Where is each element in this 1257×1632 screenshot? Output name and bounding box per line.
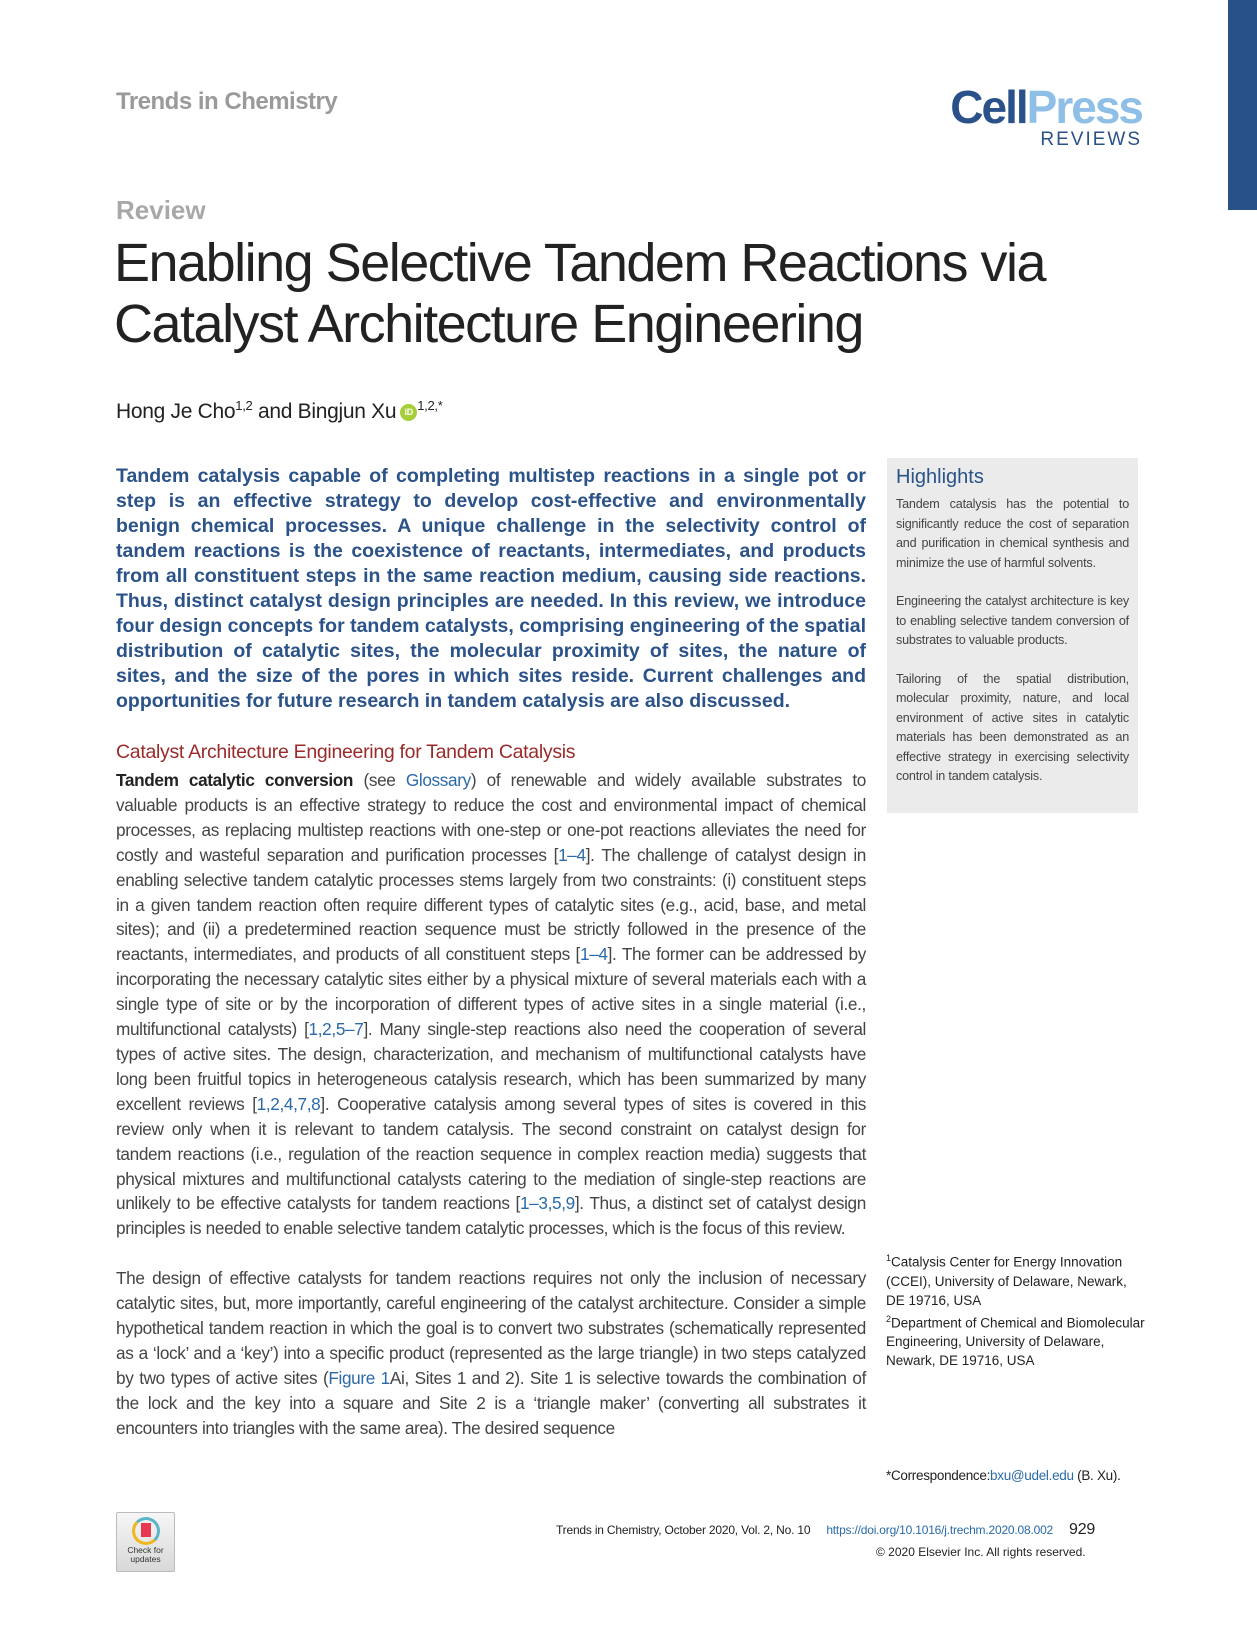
journal-name: Trends in Chemistry [116, 88, 338, 115]
reference-link[interactable]: 1,2,4,7,8 [256, 1093, 321, 1114]
glossary-link[interactable]: Glossary [405, 770, 471, 790]
highlight-item: Engineering the catalyst architecture is key to enabling selective tandem conversion of substrates to valuable products. [896, 594, 1129, 647]
cellpress-logo [946, 81, 1142, 150]
reference-link[interactable]: 1–3,5,9 [519, 1193, 575, 1214]
author-name: Bingjun Xu [297, 400, 397, 423]
article-title [114, 233, 1074, 355]
highlight-item: Tailoring of the spatial distribution, molecular proximity, nature, and local environment of active sites in catalytic materials has been demonstrated as an effective strategy in exercising selectivity control in tandem catalysis. [896, 671, 1129, 783]
author-list [116, 398, 443, 424]
email-link[interactable]: bxu@udel.edu [990, 1468, 1074, 1483]
bold-term: Tandem catalytic conversion [116, 770, 354, 790]
paragraph [116, 768, 866, 1241]
text-run: ) of renewable and widely available substrates to valuable products is an effective strategy to reduce the cost and environmental impact of chemical processes, as replacing multistep reactions with one-step or one-pot reactions alleviates the need for costly and wasteful separation and purification processes [ [116, 770, 866, 865]
affiliation-text: Department of Chemical and Biomolecular Engineering, University of Delaware, Newark, DE 19716, USA [886, 1315, 1145, 1368]
author-affiliation-sup: 1,2 [235, 398, 253, 413]
orcid-icon[interactable]: iD [400, 404, 417, 421]
author-conjunction: and [252, 400, 298, 423]
article-type: Review [116, 195, 206, 225]
body-text [116, 768, 866, 1466]
logo-reviews-text: REVIEWS [1040, 129, 1142, 150]
highlights-title: Highlights [896, 466, 984, 488]
text-run: (see [353, 770, 406, 790]
title-line-2: Catalyst Architecture Engineering [114, 294, 863, 354]
highlight-item: Tandem catalysis has the potential to significantly reduce the cost of separation and purification in chemical synthesis and minimize the use of harmful solvents. [896, 497, 1129, 570]
copyright: © 2020 Elsevier Inc. All rights reserved. [876, 1545, 1086, 1559]
text-run: The design of effective catalysts for tandem reactions requires not only the inclusion of necessary catalytic sites, but, more importantly, careful engineering of the catalyst architecture. Consider a simple hypothetical tandem reaction in which the goal is to convert two substrates (schematically represented as a ‘lock’ and a ‘key’) into a specific product (represented as the large triangle) in two steps catalyzed by two types of active sites ( [116, 1268, 866, 1388]
footer-citation [556, 1521, 1095, 1539]
affiliations [886, 1249, 1146, 1370]
affiliation-1 [886, 1249, 1146, 1310]
correspondence-name: (B. Xu). [1073, 1468, 1121, 1483]
reference-link[interactable]: 1,2,5–7 [308, 1019, 364, 1040]
bookmark-icon [132, 1517, 160, 1545]
logo-press-text: Press [1026, 81, 1142, 133]
figure-link[interactable]: Figure 1 [328, 1367, 390, 1388]
accent-bar [1228, 0, 1257, 210]
abstract: Tandem catalysis capable of completing multistep reactions in a single pot or step is an effective strategy to develop cost-effective and environmentally benign chemical processes. A unique challenge in the selectivity control of tandem reactions is the coexistence of reactants, intermediates, and products from all constituent steps in the same reaction medium, causing side reactions. Thus, distinct catalyst design principles are needed. In this review, we introduce four design concepts for tandem catalysts, comprising engineering of the spatial distribution of catalytic sites, the molecular proximity of sites, the nature of sites, and the size of the pores in which sites reside. Current challenges and opportunities for future research in tandem catalysis are also discussed. [116, 465, 866, 712]
citation-text: Trends in Chemistry, October 2020, Vol. 2, No. 10 [556, 1523, 811, 1537]
affiliation-2 [886, 1310, 1146, 1371]
logo-cell-text: Cell [950, 81, 1027, 133]
doi-link[interactable]: https://doi.org/10.1016/j.trechm.2020.08.002 [826, 1523, 1054, 1537]
text-run: Ai, Sites 1 and 2). Site 1 is selective towards the combination of the lock and the key into a square and Site 2 is a ‘triangle maker’ (converting all substrates it encounters into triangles with the same area). The desired sequence [116, 1367, 866, 1438]
correspondence [886, 1468, 1121, 1483]
author-affiliation-sup: 1,2,* [417, 398, 443, 413]
text-run: ]. Thus, a distinct set of catalyst design principles is needed to enable selective tandem catalytic processes, which is the focus of this review. [116, 1193, 866, 1239]
page-number: 929 [1069, 1521, 1096, 1538]
paragraph [116, 1266, 866, 1440]
reference-link[interactable]: 1–4 [579, 944, 608, 965]
affiliation-sup: 2 [886, 1313, 892, 1324]
title-line-1: Enabling Selective Tandem Reactions via [114, 233, 1046, 293]
author-name: Hong Je Cho [116, 400, 236, 423]
affiliation-sup: 1 [886, 1253, 892, 1263]
text-run: ]. Many single-step reactions also need the cooperation of several types of active sites. The design, characterization, and mechanism of multifunctional catalysts have long been fruitful topics in heterogeneous catalysis research, which has been summarized by many excellent reviews [ [116, 1019, 866, 1114]
highlights-box [887, 458, 1138, 813]
check-for-updates-button[interactable] [116, 1512, 175, 1572]
correspondence-label: *Correspondence: [886, 1468, 991, 1483]
badge-label: Check for updates [127, 1545, 164, 1564]
text-run: ]. The former can be addressed by incorporating the necessary catalytic sites either by a physical mixture of several materials each with a single type of site or by the incorporation of different types of active sites in a single material (i.e., multifunctional catalysts) [ [116, 944, 866, 1040]
section-heading: Catalyst Architecture Engineering for Tandem Catalysis [116, 741, 576, 763]
text-run: ]. The challenge of catalyst design in enabling selective tandem catalytic processes stems largely from two constraints: (i) constituent steps in a given tandem reaction often require different types of catalytic sites (e.g., acid, base, and metal sites); and (ii) a predetermined reaction sequence must be strictly followed in the presence of the reactants, intermediates, and products of all constituent steps [ [116, 844, 866, 965]
reference-link[interactable]: 1–4 [558, 844, 586, 865]
affiliation-text: Catalysis Center for Energy Innovation (CCEI), University of Delaware, Newark, DE 19716, USA [886, 1254, 1127, 1308]
text-run: ]. Cooperative catalysis among several types of sites is covered in this review only when it is relevant to tandem catalysis. The second constraint on catalyst design for tandem reactions (i.e., regulation of the reaction sequence in complex reaction media) suggests that physical mixtures and multifunctional catalysts catering to the mediation of single-step reactions are unlikely to be effective catalysts for tandem reactions [ [116, 1093, 866, 1214]
